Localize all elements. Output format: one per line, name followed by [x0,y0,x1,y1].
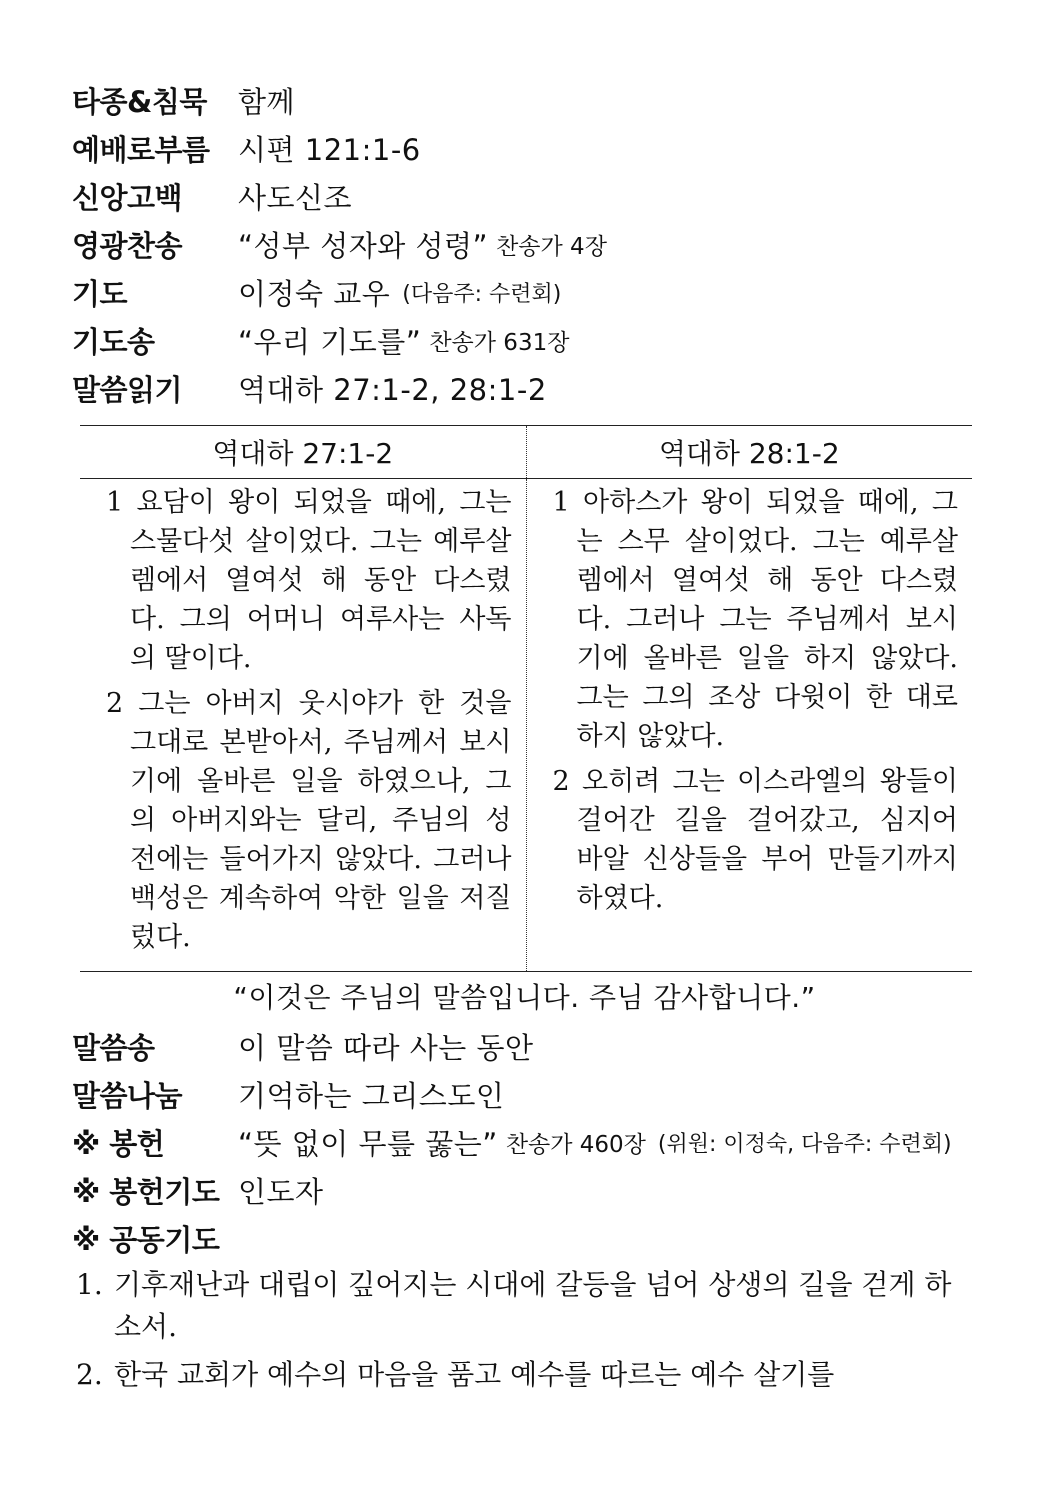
order-label: 기도송 [72,324,155,359]
scripture-left-column [80,479,526,972]
prayer-text: 한국 교회가 예수의 마음을 품고 예수를 따르는 예수 살기를 [114,1358,835,1391]
prayer-item [76,1354,976,1396]
order-row-word-song [72,1024,534,1068]
order-value: 인도자 [238,1174,324,1209]
order-label: ※ 봉헌 [72,1126,165,1161]
order-label: 영광찬송 [72,228,183,263]
order-label: 예배로부름 [72,132,210,167]
verse: 2 그는 아버지 웃시야가 한 것을 그대로 본받아서, 주님께서 보시기에 올바른 일을 하였으나, 그의 아버지와는 달리, 주님의 성전에는 들어가지 않았다. 그러나 백성은 계속하여 악한 일을 저질렀다. [106,688,512,953]
order-row-common-prayer [72,1216,238,1260]
order-value: 사도신조 [238,180,353,215]
order-value: 역대하 27:1-2, 28:1-2 [238,372,547,407]
order-row-scripture-reading [72,366,547,410]
order-label: 말씀나눔 [72,1078,183,1113]
order-label: ※ 봉헌기도 [72,1174,220,1209]
prayer-text: 기후재난과 대립이 깊어지는 시대에 갈등을 넘어 상생의 길을 걷게 하소서. [114,1268,952,1343]
prayer-item [76,1264,976,1348]
order-label: ※ 공동기도 [72,1222,220,1257]
hymn-number: 찬송가 631장 [429,329,570,356]
order-row-word-sharing [72,1072,504,1116]
order-value: 기억하는 그리스도인 [238,1078,505,1113]
verse: 1 아하스가 왕이 되었을 때에, 그는 스무 살이었다. 그는 예루살렘에서 열여섯 해 동안 다스렸다. 그러나 그는 주님께서 보시기에 올바른 일을 하지 않았다. 그는 그의 조상 다윗이 한 대로 하지 않았다. [552,487,958,752]
order-value: “뜻 없이 무릎 꿇는” [238,1126,498,1161]
next-week-note: (다음주: 수련회) [402,281,562,307]
order-label: 기도 [72,276,128,311]
order-row-bell [72,78,295,122]
order-label: 말씀송 [72,1030,155,1065]
order-value: “성부 성자와 성령” [238,228,489,263]
committee-note: (위원: 이정숙, 다음주: 수련회) [657,1131,952,1157]
order-label: 신앙고백 [72,180,183,215]
hymn-number: 찬송가 460장 [505,1131,646,1158]
prayer-number: 2. [76,1358,103,1391]
hymn-number: 찬송가 4장 [496,233,607,260]
order-value: 이 말씀 따라 사는 동안 [238,1030,534,1065]
order-row-offering [72,1120,952,1164]
order-row-offering-prayer [72,1168,324,1212]
order-value: 함께 [238,84,296,119]
scripture-closing: “이것은 주님의 말씀입니다. 주님 감사합니다.” [233,981,816,1014]
order-value: 시편 121:1-6 [238,132,421,167]
scripture-header-left: 역대하 27:1-2 [80,426,526,479]
order-row-doxology [72,222,607,266]
scripture-header-right: 역대하 28:1-2 [526,426,972,479]
order-row-call-to-worship [72,126,421,170]
scripture-right-column [526,479,972,972]
prayer-number: 1. [76,1268,103,1301]
order-value: “우리 기도를” [238,324,422,359]
prayer-list [76,1264,976,1396]
order-row-creed [72,174,352,218]
verse: 1 요담이 왕이 되었을 때에, 그는 스물다섯 살이었다. 그는 예루살렘에서 열여섯 해 동안 다스렸다. 그의 어머니 여루사는 사독의 딸이다. [106,487,512,674]
verse: 2 오히려 그는 이스라엘의 왕들이 걸어간 길을 걸어갔고, 심지어 바알 신상들을 부어 만들기까지 하였다. [552,766,958,914]
order-label: 타종&침묵 [72,84,207,119]
order-label: 말씀읽기 [72,372,183,407]
order-row-prayer [72,270,561,314]
order-row-prayer-song [72,318,569,362]
scripture-table [80,425,972,972]
order-value: 이정숙 교우 [238,276,391,311]
